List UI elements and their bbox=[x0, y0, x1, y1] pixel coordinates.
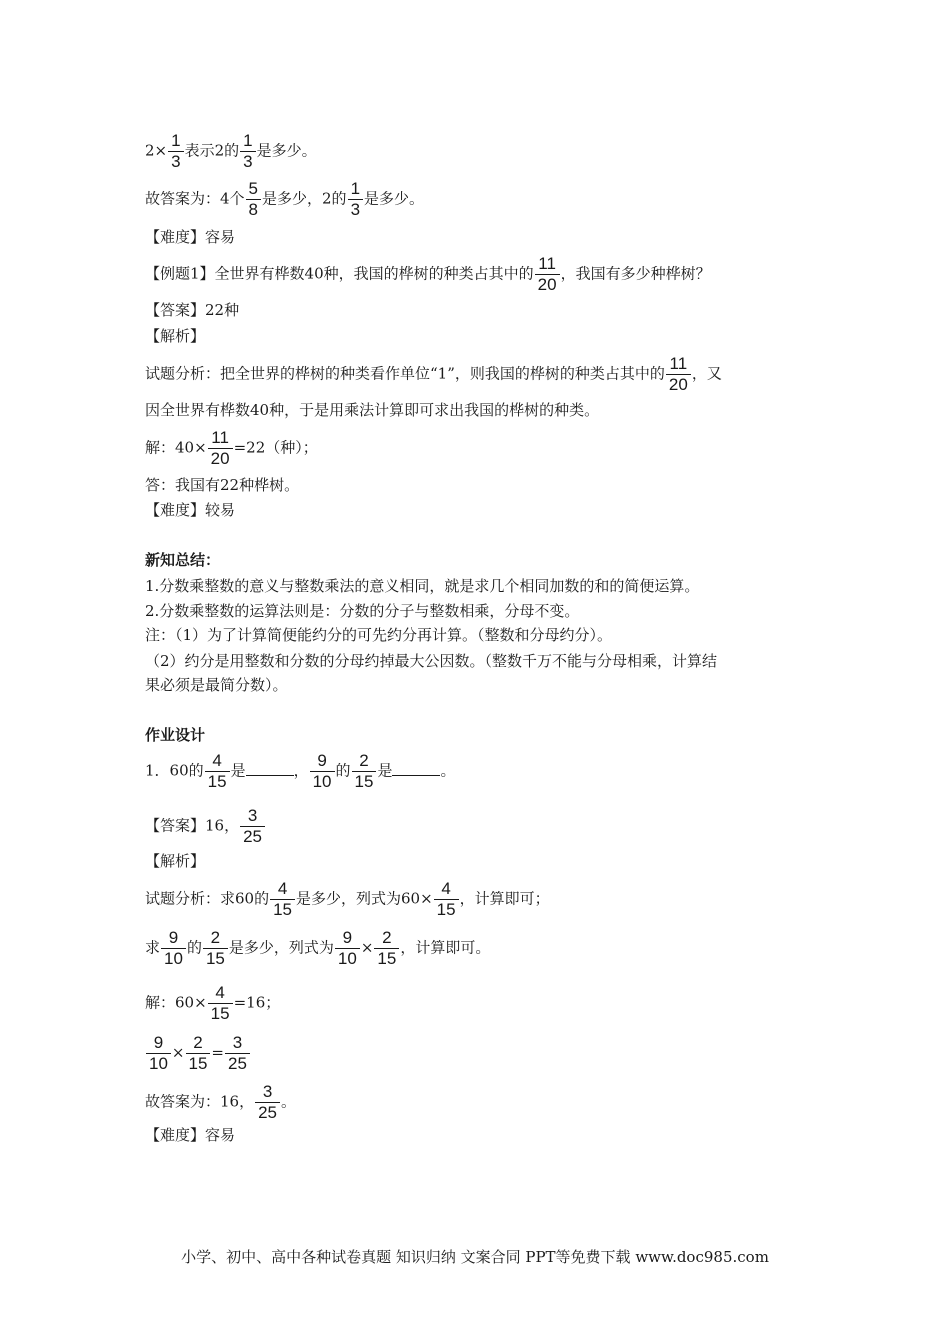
denominator: 8 bbox=[246, 199, 261, 220]
text-segment: = bbox=[211, 1043, 224, 1062]
fraction bbox=[310, 751, 335, 792]
numerator: 1 bbox=[350, 179, 361, 198]
difficulty-label: 【难度】较易 bbox=[145, 501, 236, 519]
numerator: 3 bbox=[262, 1082, 273, 1101]
text-segment: 表示2的 bbox=[184, 141, 240, 160]
numerator: 11 bbox=[538, 254, 556, 273]
section-title: 作业设计 bbox=[145, 726, 206, 744]
text-segment: 是多少，2的 bbox=[262, 189, 347, 208]
fraction bbox=[348, 179, 363, 220]
text-segment: ，计算即可； bbox=[459, 889, 550, 908]
denominator: 15 bbox=[352, 771, 377, 792]
numerator: 2 bbox=[359, 751, 369, 770]
text-segment: ，我国有多少种桦树？ bbox=[560, 264, 711, 283]
text-segment: ，又 bbox=[691, 364, 722, 383]
text-segment: 。 bbox=[281, 1092, 297, 1111]
fraction bbox=[246, 179, 261, 220]
summary-line: 果必须是最简分数）。 bbox=[145, 676, 288, 694]
text-segment: 的 bbox=[186, 938, 202, 957]
text-segment: 【答案】16， bbox=[145, 816, 240, 835]
example-question bbox=[145, 254, 711, 295]
denominator: 20 bbox=[666, 374, 691, 395]
denominator: 3 bbox=[348, 199, 363, 220]
numerator: 9 bbox=[168, 928, 179, 947]
numerator: 1 bbox=[171, 131, 181, 150]
analysis-text: 因全世界有桦数40种，于是用乘法计算即可求出我国的桦树的种类。 bbox=[145, 401, 600, 419]
numerator: 2 bbox=[210, 928, 221, 947]
text-segment: 的 bbox=[335, 761, 351, 780]
denominator: 20 bbox=[535, 274, 560, 295]
text-segment: 试题分析：把全世界的桦树的种类看作单位“1”，则我国的桦树的种类占其中的 bbox=[145, 364, 665, 383]
denominator: 15 bbox=[186, 1053, 211, 1074]
numerator: 2 bbox=[382, 928, 392, 947]
text-segment: × bbox=[171, 1043, 185, 1062]
fraction bbox=[225, 1033, 250, 1074]
text-line bbox=[145, 131, 317, 172]
analysis-text bbox=[145, 928, 490, 969]
solution-line bbox=[145, 1033, 251, 1074]
denominator: 15 bbox=[205, 771, 230, 792]
text-segment: 是多少，列式为60× bbox=[296, 889, 433, 908]
text-segment: =16； bbox=[233, 993, 281, 1012]
denominator: 10 bbox=[146, 1053, 171, 1074]
text-segment: 是 bbox=[377, 761, 393, 780]
text-segment: 解：40× bbox=[145, 438, 207, 457]
solution-line bbox=[145, 428, 318, 469]
summary-line: 注：（1）为了计算简便能约分的可先约分再计算。（整数和分母约分）。 bbox=[145, 626, 613, 644]
fraction bbox=[208, 428, 233, 469]
fraction bbox=[186, 1033, 211, 1074]
fraction bbox=[161, 928, 186, 969]
difficulty-label: 【难度】容易 bbox=[145, 228, 236, 246]
text-line bbox=[145, 179, 424, 220]
text-segment: 。 bbox=[440, 761, 456, 780]
text-segment: 求 bbox=[145, 938, 161, 957]
fraction bbox=[240, 131, 255, 172]
fraction bbox=[374, 928, 399, 969]
numerator: 9 bbox=[153, 1033, 164, 1052]
text-segment: 2× bbox=[145, 141, 168, 160]
numerator: 11 bbox=[211, 428, 229, 447]
text-segment: 【例题1】全世界有桦数40种，我国的桦树的种类占其中的 bbox=[145, 264, 534, 283]
numerator: 2 bbox=[193, 1033, 203, 1052]
fraction bbox=[168, 131, 183, 172]
text-segment: 故答案为：16， bbox=[145, 1092, 255, 1111]
numerator: 3 bbox=[232, 1033, 243, 1052]
summary-line: 2.分数乘整数的运算法则是：分数的分子与整数相乘，分母不变。 bbox=[145, 602, 580, 620]
denominator: 25 bbox=[240, 826, 265, 847]
answer-blank bbox=[392, 761, 440, 776]
answer-line bbox=[145, 806, 266, 847]
denominator: 15 bbox=[203, 948, 228, 969]
analysis-label: 【解析】 bbox=[145, 852, 206, 870]
text-segment: ， bbox=[293, 761, 309, 780]
text-segment: 试题分析：求60的 bbox=[145, 889, 270, 908]
numerator: 11 bbox=[669, 354, 688, 373]
section-title: 新知总结： bbox=[145, 551, 221, 569]
text-segment: 故答案为：4个 bbox=[145, 189, 245, 208]
fraction bbox=[203, 928, 228, 969]
numerator: 4 bbox=[212, 751, 222, 770]
denominator: 10 bbox=[310, 771, 335, 792]
page-footer: 小学、初中、高中各种试卷真题 知识归纳 文案合同 PPT等免费下载 www.doc985.com bbox=[181, 1248, 769, 1266]
answer-line bbox=[145, 1082, 296, 1123]
answer-label: 【答案】22种 bbox=[145, 301, 240, 319]
text-segment: 是多少，列式为 bbox=[228, 938, 334, 957]
analysis-text bbox=[145, 879, 550, 920]
text-segment: ，计算即可。 bbox=[400, 938, 491, 957]
text-segment: 解：60× bbox=[145, 993, 207, 1012]
numerator: 4 bbox=[441, 879, 451, 898]
analysis-label: 【解析】 bbox=[145, 327, 206, 345]
numerator: 1 bbox=[243, 131, 253, 150]
denominator: 25 bbox=[255, 1102, 280, 1123]
summary-line: 1.分数乘整数的意义与整数乘法的意义相同，就是求几个相同加数的和的简便运算。 bbox=[145, 577, 700, 595]
fraction bbox=[255, 1082, 280, 1123]
fraction bbox=[666, 354, 691, 395]
fraction bbox=[434, 879, 459, 920]
solution-line bbox=[145, 983, 280, 1024]
question-line bbox=[145, 751, 455, 792]
fraction bbox=[352, 751, 377, 792]
answer-blank bbox=[246, 761, 294, 776]
denominator: 3 bbox=[240, 151, 255, 172]
fraction bbox=[535, 254, 560, 295]
difficulty-label: 【难度】容易 bbox=[145, 1126, 236, 1144]
denominator: 20 bbox=[208, 448, 233, 469]
denominator: 15 bbox=[374, 948, 399, 969]
reply-line: 答：我国有22种桦树。 bbox=[145, 476, 300, 494]
denominator: 15 bbox=[434, 899, 459, 920]
numerator: 9 bbox=[317, 751, 327, 770]
numerator: 4 bbox=[277, 879, 288, 898]
text-segment: 是多少。 bbox=[256, 141, 317, 160]
denominator: 10 bbox=[335, 948, 360, 969]
fraction bbox=[205, 751, 230, 792]
numerator: 3 bbox=[247, 806, 258, 825]
denominator: 10 bbox=[161, 948, 186, 969]
text-segment: 1．60的 bbox=[145, 761, 204, 780]
numerator: 9 bbox=[342, 928, 353, 947]
numerator: 5 bbox=[248, 179, 259, 198]
denominator: 15 bbox=[208, 1003, 233, 1024]
text-segment: 是 bbox=[230, 761, 246, 780]
text-segment: 是多少。 bbox=[364, 189, 425, 208]
analysis-text bbox=[145, 354, 722, 395]
fraction bbox=[270, 879, 295, 920]
fraction bbox=[335, 928, 360, 969]
fraction bbox=[146, 1033, 171, 1074]
fraction bbox=[240, 806, 265, 847]
numerator: 4 bbox=[215, 983, 225, 1002]
text-segment: =22（种）； bbox=[233, 438, 318, 457]
denominator: 15 bbox=[270, 899, 295, 920]
fraction bbox=[208, 983, 233, 1024]
denominator: 25 bbox=[225, 1053, 250, 1074]
summary-line: （2）约分是用整数和分数的分母约掉最大公因数。（整数千万不能与分母相乘，计算结 bbox=[145, 652, 718, 670]
text-segment: × bbox=[360, 938, 374, 957]
denominator: 3 bbox=[168, 151, 183, 172]
